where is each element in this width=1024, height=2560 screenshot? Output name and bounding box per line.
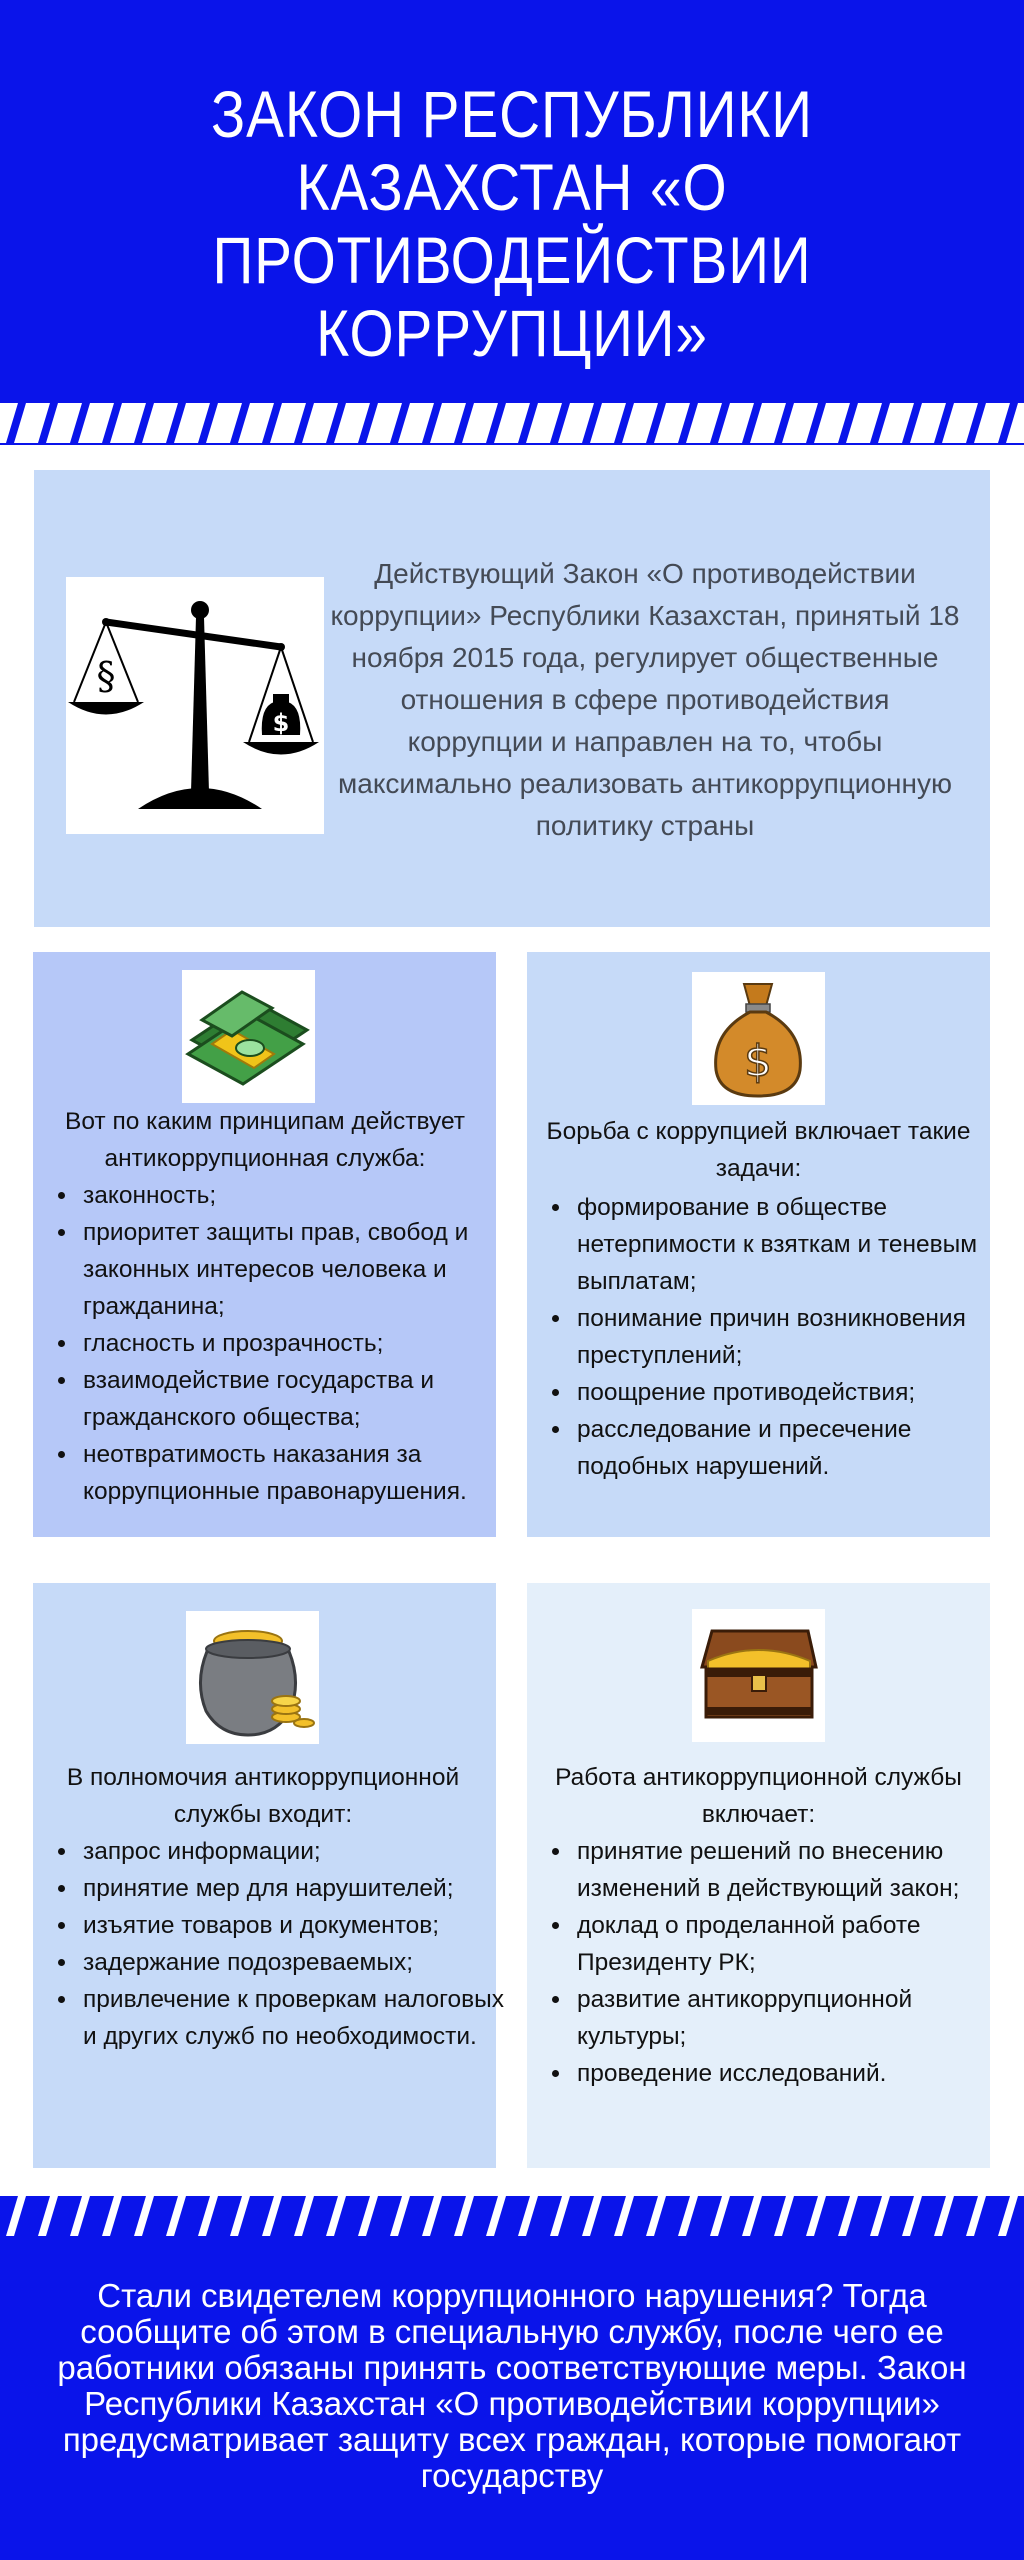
powers-title: В полномочия антикоррупционной службы входит: (66, 1764, 460, 1828)
stripe-divider-bottom (0, 2196, 1024, 2236)
tasks-illustration (692, 972, 825, 1105)
money-bag-icon (692, 972, 825, 1105)
pot-of-gold-icon (186, 1611, 319, 1744)
powers-illustration (186, 1611, 319, 1744)
list-item: • неотвратимость наказания за коррупционные правонарушения. (79, 1436, 509, 1510)
principles-list (33, 1177, 509, 1510)
principles-illustration (182, 970, 315, 1103)
stripe-divider-top (0, 403, 1024, 443)
list-item: • взаимодействие государства и гражданского общества; (79, 1362, 509, 1436)
list-item: • запрос информации; (79, 1833, 519, 1870)
list-item: • изъятие товаров и документов; (79, 1907, 519, 1944)
list-item: • законность; (79, 1177, 509, 1214)
tasks-title: Борьба с коррупцией включает такие задачи: (546, 1118, 971, 1182)
duties-list (527, 1833, 1013, 2092)
svg-text:§: § (96, 654, 116, 698)
list-item: • задержание подозреваемых; (79, 1944, 519, 1981)
list-item: • доклад о проделанной работе Президенту РК; (573, 1907, 1013, 1981)
principles-title: Вот по каким принципам действует антикоррупционная служба: (64, 1108, 466, 1172)
duties-title: Работа антикоррупционной службы включает: (555, 1764, 962, 1828)
list-item: • принятие мер для нарушителей; (79, 1870, 519, 1907)
footer-text: Стали свидетелем коррупционного нарушения? Тогда сообщите об этом в специальную службу, после чего ее работники обязаны принять соответствующие меры. Закон Республики Казахстан «О противодействии коррупции» предусматривает защиту всех граждан, которые помогают государству (57, 2277, 967, 2494)
list-item: • формирование в обществе нетерпимости к взяткам и теневым выплатам; (573, 1189, 1013, 1300)
list-item: • приоритет защиты прав, свобод и законных интересов человека и гражданина; (79, 1214, 509, 1325)
money-stack-icon (182, 970, 315, 1103)
svg-text:$: $ (744, 1036, 772, 1087)
svg-text:$: $ (272, 709, 290, 737)
treasure-chest-icon (692, 1609, 825, 1742)
intro-text: Действующий Закон «О противодействии коррупции» Республики Казахстан, принятый 18 ноября 2015 года, регулирует общественные отношения в сфере противодействия коррупции и направлен на то, чтобы максимально реализовать антикоррупционную политику страны (330, 558, 960, 841)
list-item: • понимание причин возникновения преступлений; (573, 1300, 1013, 1374)
list-item: • поощрение противодействия; (573, 1374, 1013, 1411)
page-title: ЗАКОН РЕСПУБЛИКИ КАЗАХСТАН «О ПРОТИВОДЕЙСТВИИ КОРРУПЦИИ» (211, 77, 813, 370)
list-item: • гласность и прозрачность; (79, 1325, 509, 1362)
tasks-list (527, 1189, 1013, 1485)
list-item: • проведение исследований. (573, 2055, 1013, 2092)
powers-list (33, 1833, 519, 2055)
scales-of-justice-icon (66, 577, 324, 834)
list-item: • развитие антикоррупционной культуры; (573, 1981, 1013, 2055)
intro-illustration (66, 577, 324, 834)
list-item: • принятие решений по внесению изменений в действующий закон; (573, 1833, 1013, 1907)
duties-illustration (692, 1609, 825, 1742)
list-item: • привлечение к проверкам налоговых и других служб по необходимости. (79, 1981, 519, 2055)
list-item: • расследование и пресечение подобных нарушений. (573, 1411, 1013, 1485)
